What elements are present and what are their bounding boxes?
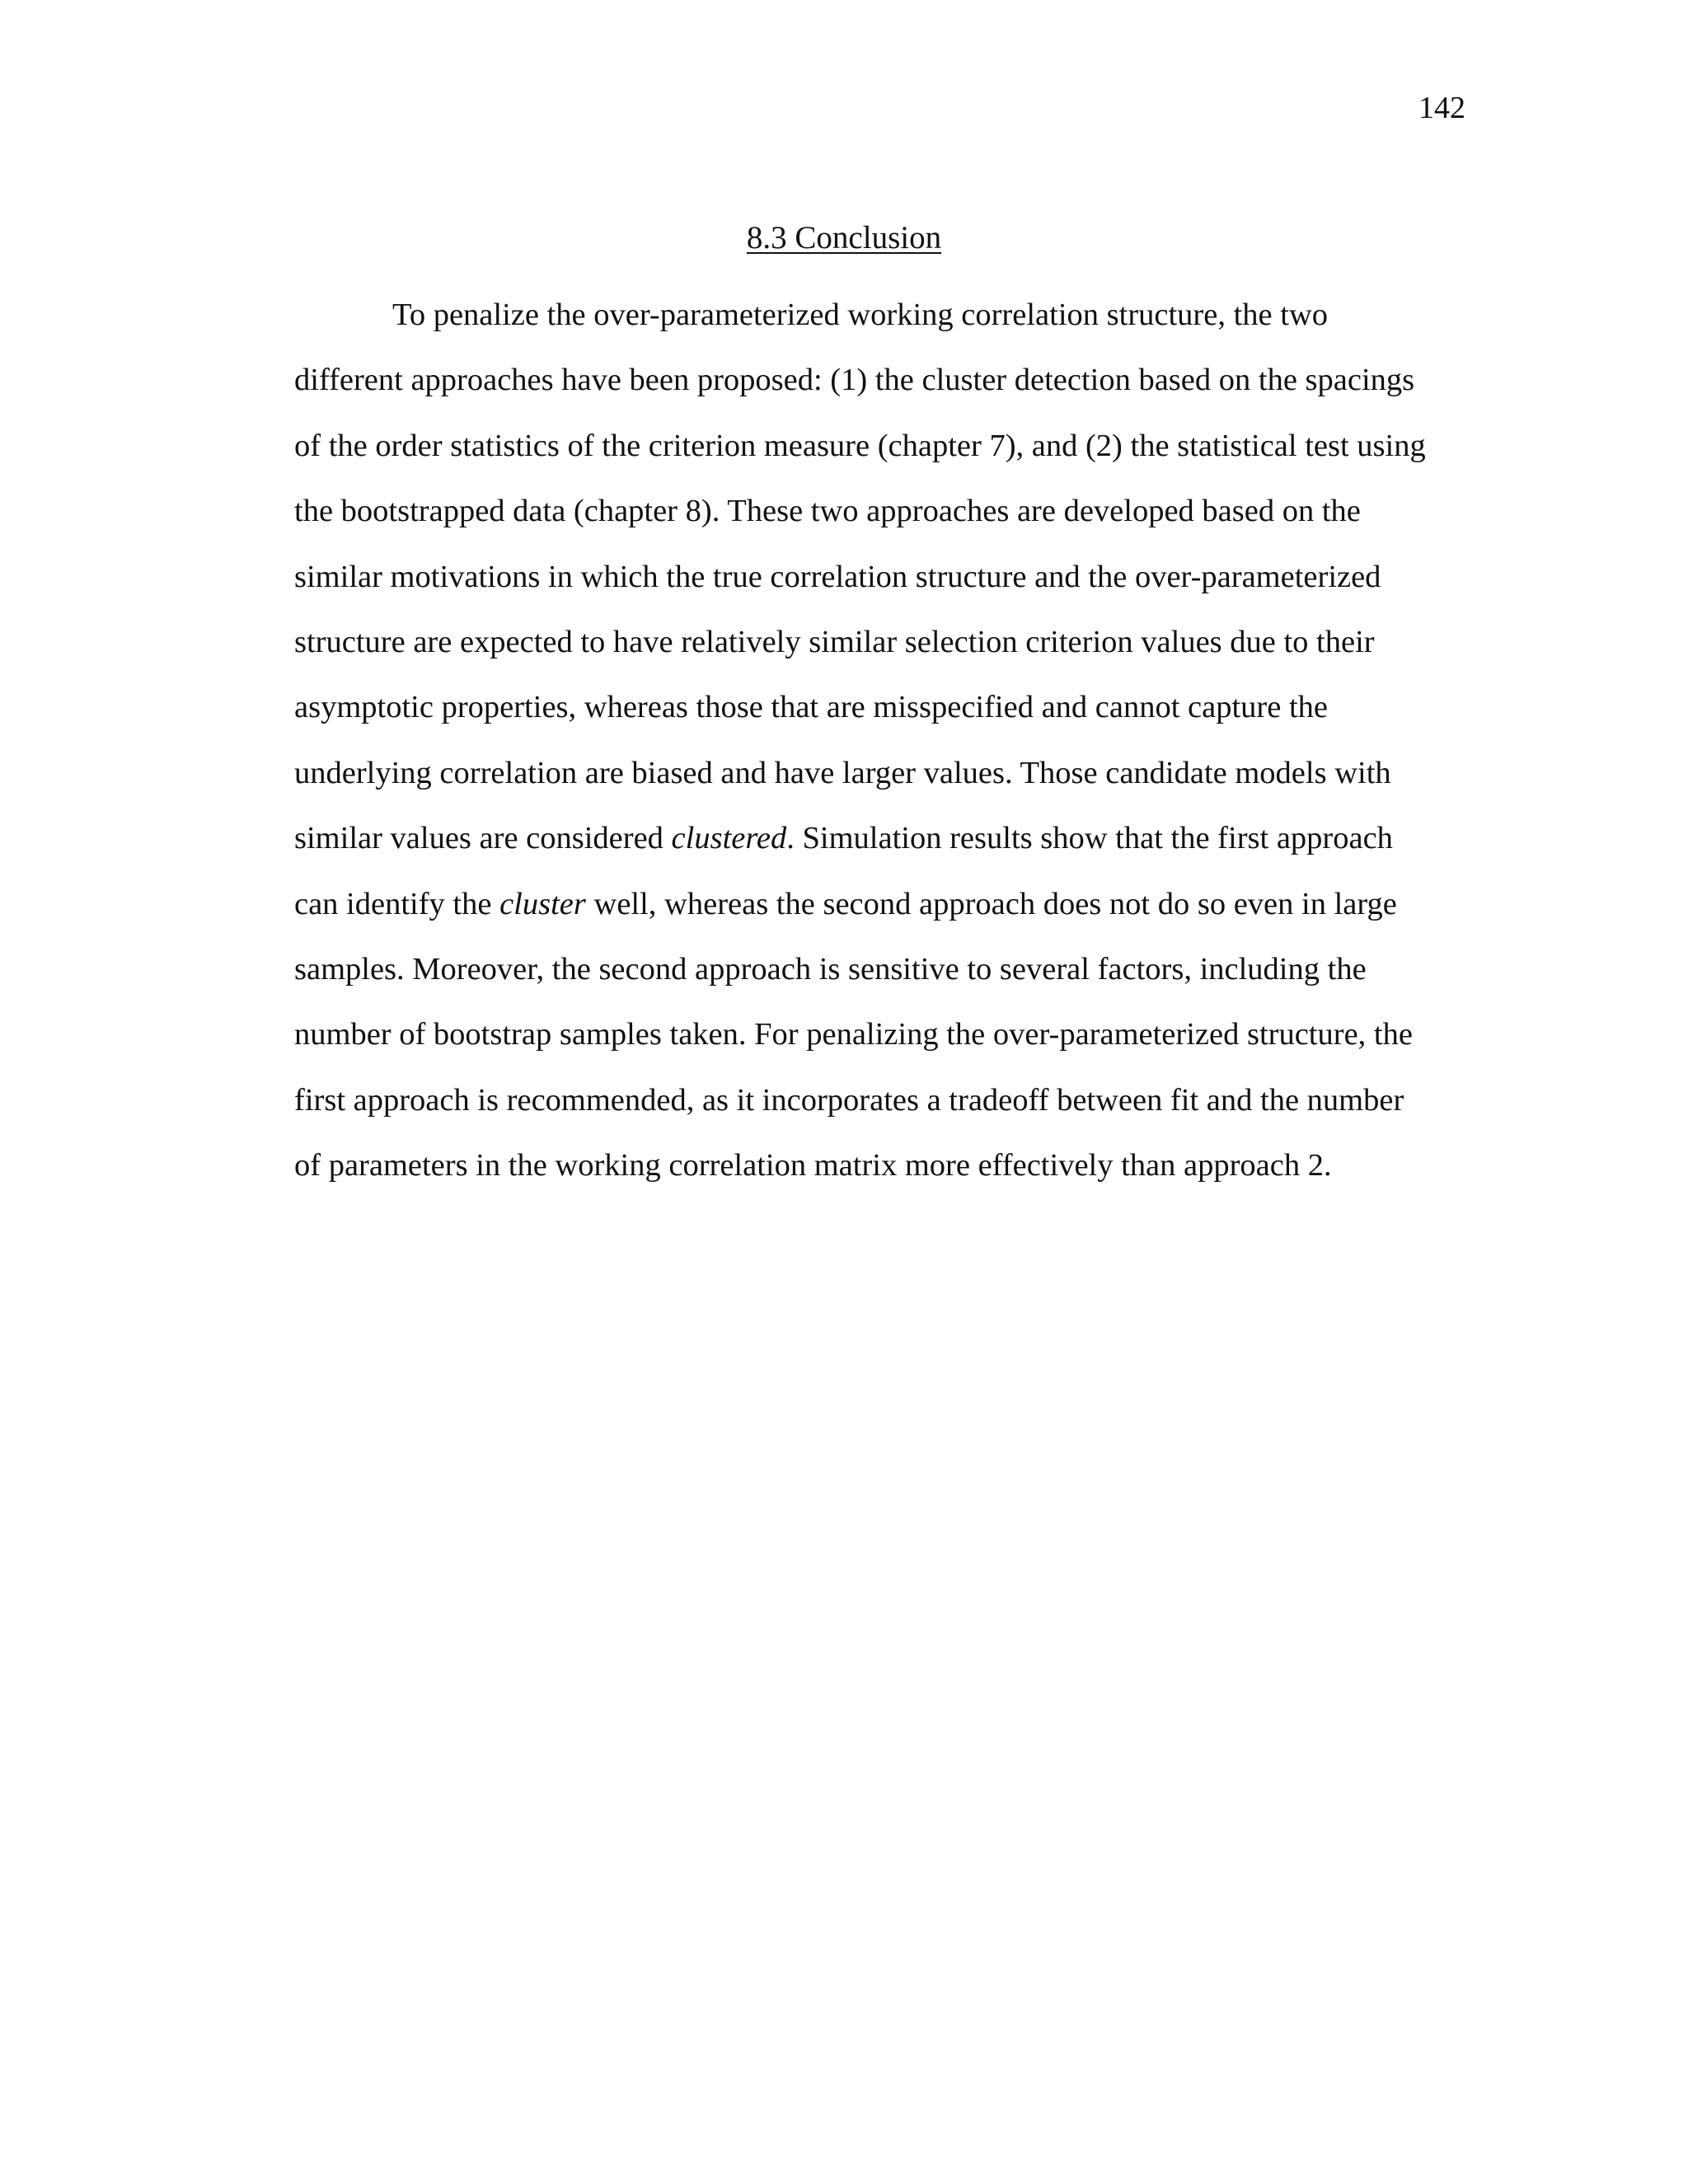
line-text: well, whereas the second approach does not do so even in large bbox=[585, 886, 1397, 921]
paragraph-line: asymptotic properties, whereas those that are misspecified and cannot capture the bbox=[294, 690, 1328, 725]
paragraph-line: samples. Moreover, the second approach is sensitive to several factors, including the bbox=[294, 952, 1367, 987]
line-text: similar values are considered bbox=[294, 821, 672, 856]
paragraph-line bbox=[294, 872, 1465, 937]
section-heading bbox=[0, 218, 1688, 258]
paragraph-line: similar motivations in which the true correlation structure and the over-parameterized bbox=[294, 559, 1381, 594]
paragraph-line: structure are expected to have relatively similar selection criterion values due to their bbox=[294, 625, 1375, 660]
paragraph-line: first approach is recommended, as it incorporates a tradeoff between fit and the number bbox=[294, 1082, 1404, 1118]
paragraph-line: of the order statistics of the criterion measure (chapter 7), and (2) the statistical test using bbox=[294, 428, 1426, 463]
line-text: . Simulation results show that the first approach bbox=[786, 821, 1393, 856]
section-heading-text: 8.3 Conclusion bbox=[746, 220, 942, 255]
paragraph-line: number of bootstrap samples taken. For penalizing the over-parameterized structure, the bbox=[294, 1017, 1413, 1052]
italic-term-clustered: clustered bbox=[671, 821, 787, 856]
italic-term-cluster: cluster bbox=[499, 886, 586, 921]
conclusion-paragraph bbox=[294, 283, 1465, 1199]
paragraph-line: of parameters in the working correlation matrix more effectively than approach 2. bbox=[294, 1148, 1332, 1183]
page-number: 142 bbox=[1418, 91, 1465, 125]
paragraph-line: To penalize the over-parameterized working correlation structure, the two bbox=[392, 298, 1328, 332]
paragraph-line: different approaches have been proposed: (1) the cluster detection based on the spacings bbox=[294, 363, 1415, 398]
paragraph-line: underlying correlation are biased and have larger values. Those candidate models with bbox=[294, 755, 1391, 790]
paragraph-line: the bootstrapped data (chapter 8). These two approaches are developed based on the bbox=[294, 494, 1361, 529]
paragraph-line bbox=[294, 806, 1465, 871]
line-text: can identify the bbox=[294, 886, 500, 921]
